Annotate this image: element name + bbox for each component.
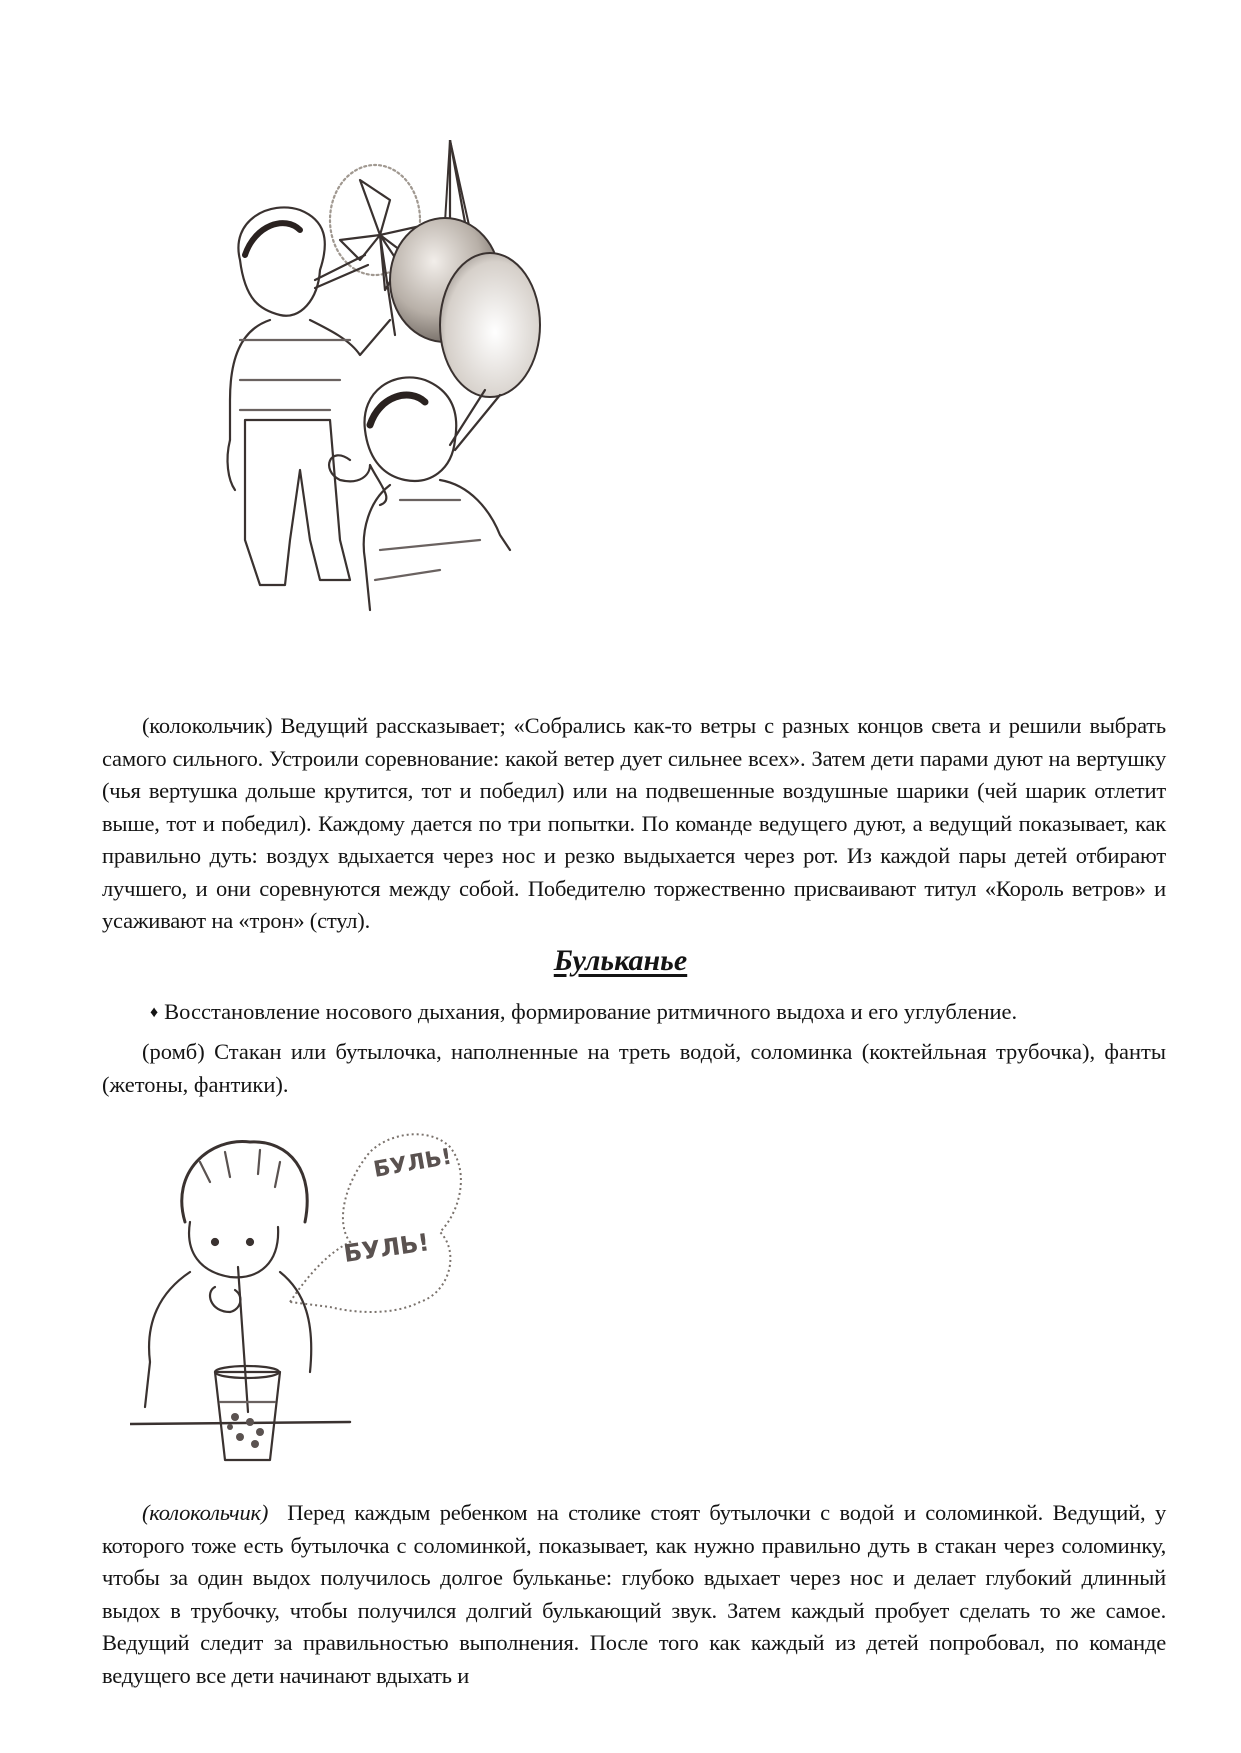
goal-text: Восстановление носового дыхания, формирование ритмичного выдоха и его углубление. — [164, 999, 1018, 1024]
children-drawing-icon — [200, 140, 620, 670]
paragraph-text: (колокольчик) Ведущий рассказывает; «Собрались как-то ветры с разных концов света и решили выбрать самого сильного. Устроили соревнование: какой ветер дует сильнее всех». Затем дети парами дуют на вертушку (чья вертушка дольше крутится, тот и победил) или на подвешенные воздушные шарики (чей шарик отлетит выше, тот и победил). Каждому дается по три попытки. По команде ведущего дуют, а ведущий показывает, как правильно дуть: воздух вдыхается через нос и резко выдыхается через рот. Из каждой пары детей отбирают лучшего, и они соревнуются между собой. Победителю торжественно присваивают титул «Король ветров» и усаживают на «трон» (стул). — [102, 713, 1166, 933]
paragraph-wind-game — [102, 710, 1166, 938]
paragraph-text — [102, 1497, 1166, 1692]
section-title: Бульканье — [553, 944, 688, 977]
paragraph-bubbling-game — [102, 1497, 1166, 1692]
materials-text: (ромб) Стакан или бутылочка, наполненные на треть водой, соломинка (коктейльная трубочка), фанты (жетоны, фантики). — [102, 1039, 1166, 1097]
bubble-text-2: БУЛЬ! — [341, 1228, 431, 1268]
bubbling-drawing-icon — [130, 1122, 510, 1462]
illustration-children-blowing — [200, 140, 620, 670]
bell-icon-label: (колокольчик) — [142, 1500, 269, 1525]
goal-line — [150, 996, 1170, 1031]
paragraph-body: Перед каждым ребенком на столике стоят бутылочки с водой и соломинкой. Ведущий, у которого тоже есть бутылочка с соломинкой, показывает, как нужно правильно дуть в стакан через соломинку, чтобы за один выдох получилось долгое бульканье: глубоко вдыхает через нос и делает глубокий длинный выдох в трубочку, чтобы получился долгий булькающий звук. Затем каждый пробует сделать то же самое. Ведущий следит за правильностью выполнения. После того как каждый из детей попробовал, по команде ведущего все дети начинают вдыхать и — [102, 1500, 1166, 1688]
bubble-text-1: БУЛЬ! — [371, 1144, 454, 1183]
illustration-child-bubbling — [130, 1122, 510, 1462]
materials-paragraph — [102, 1036, 1166, 1101]
diamond-bullet-icon: ♦ — [150, 1004, 159, 1021]
